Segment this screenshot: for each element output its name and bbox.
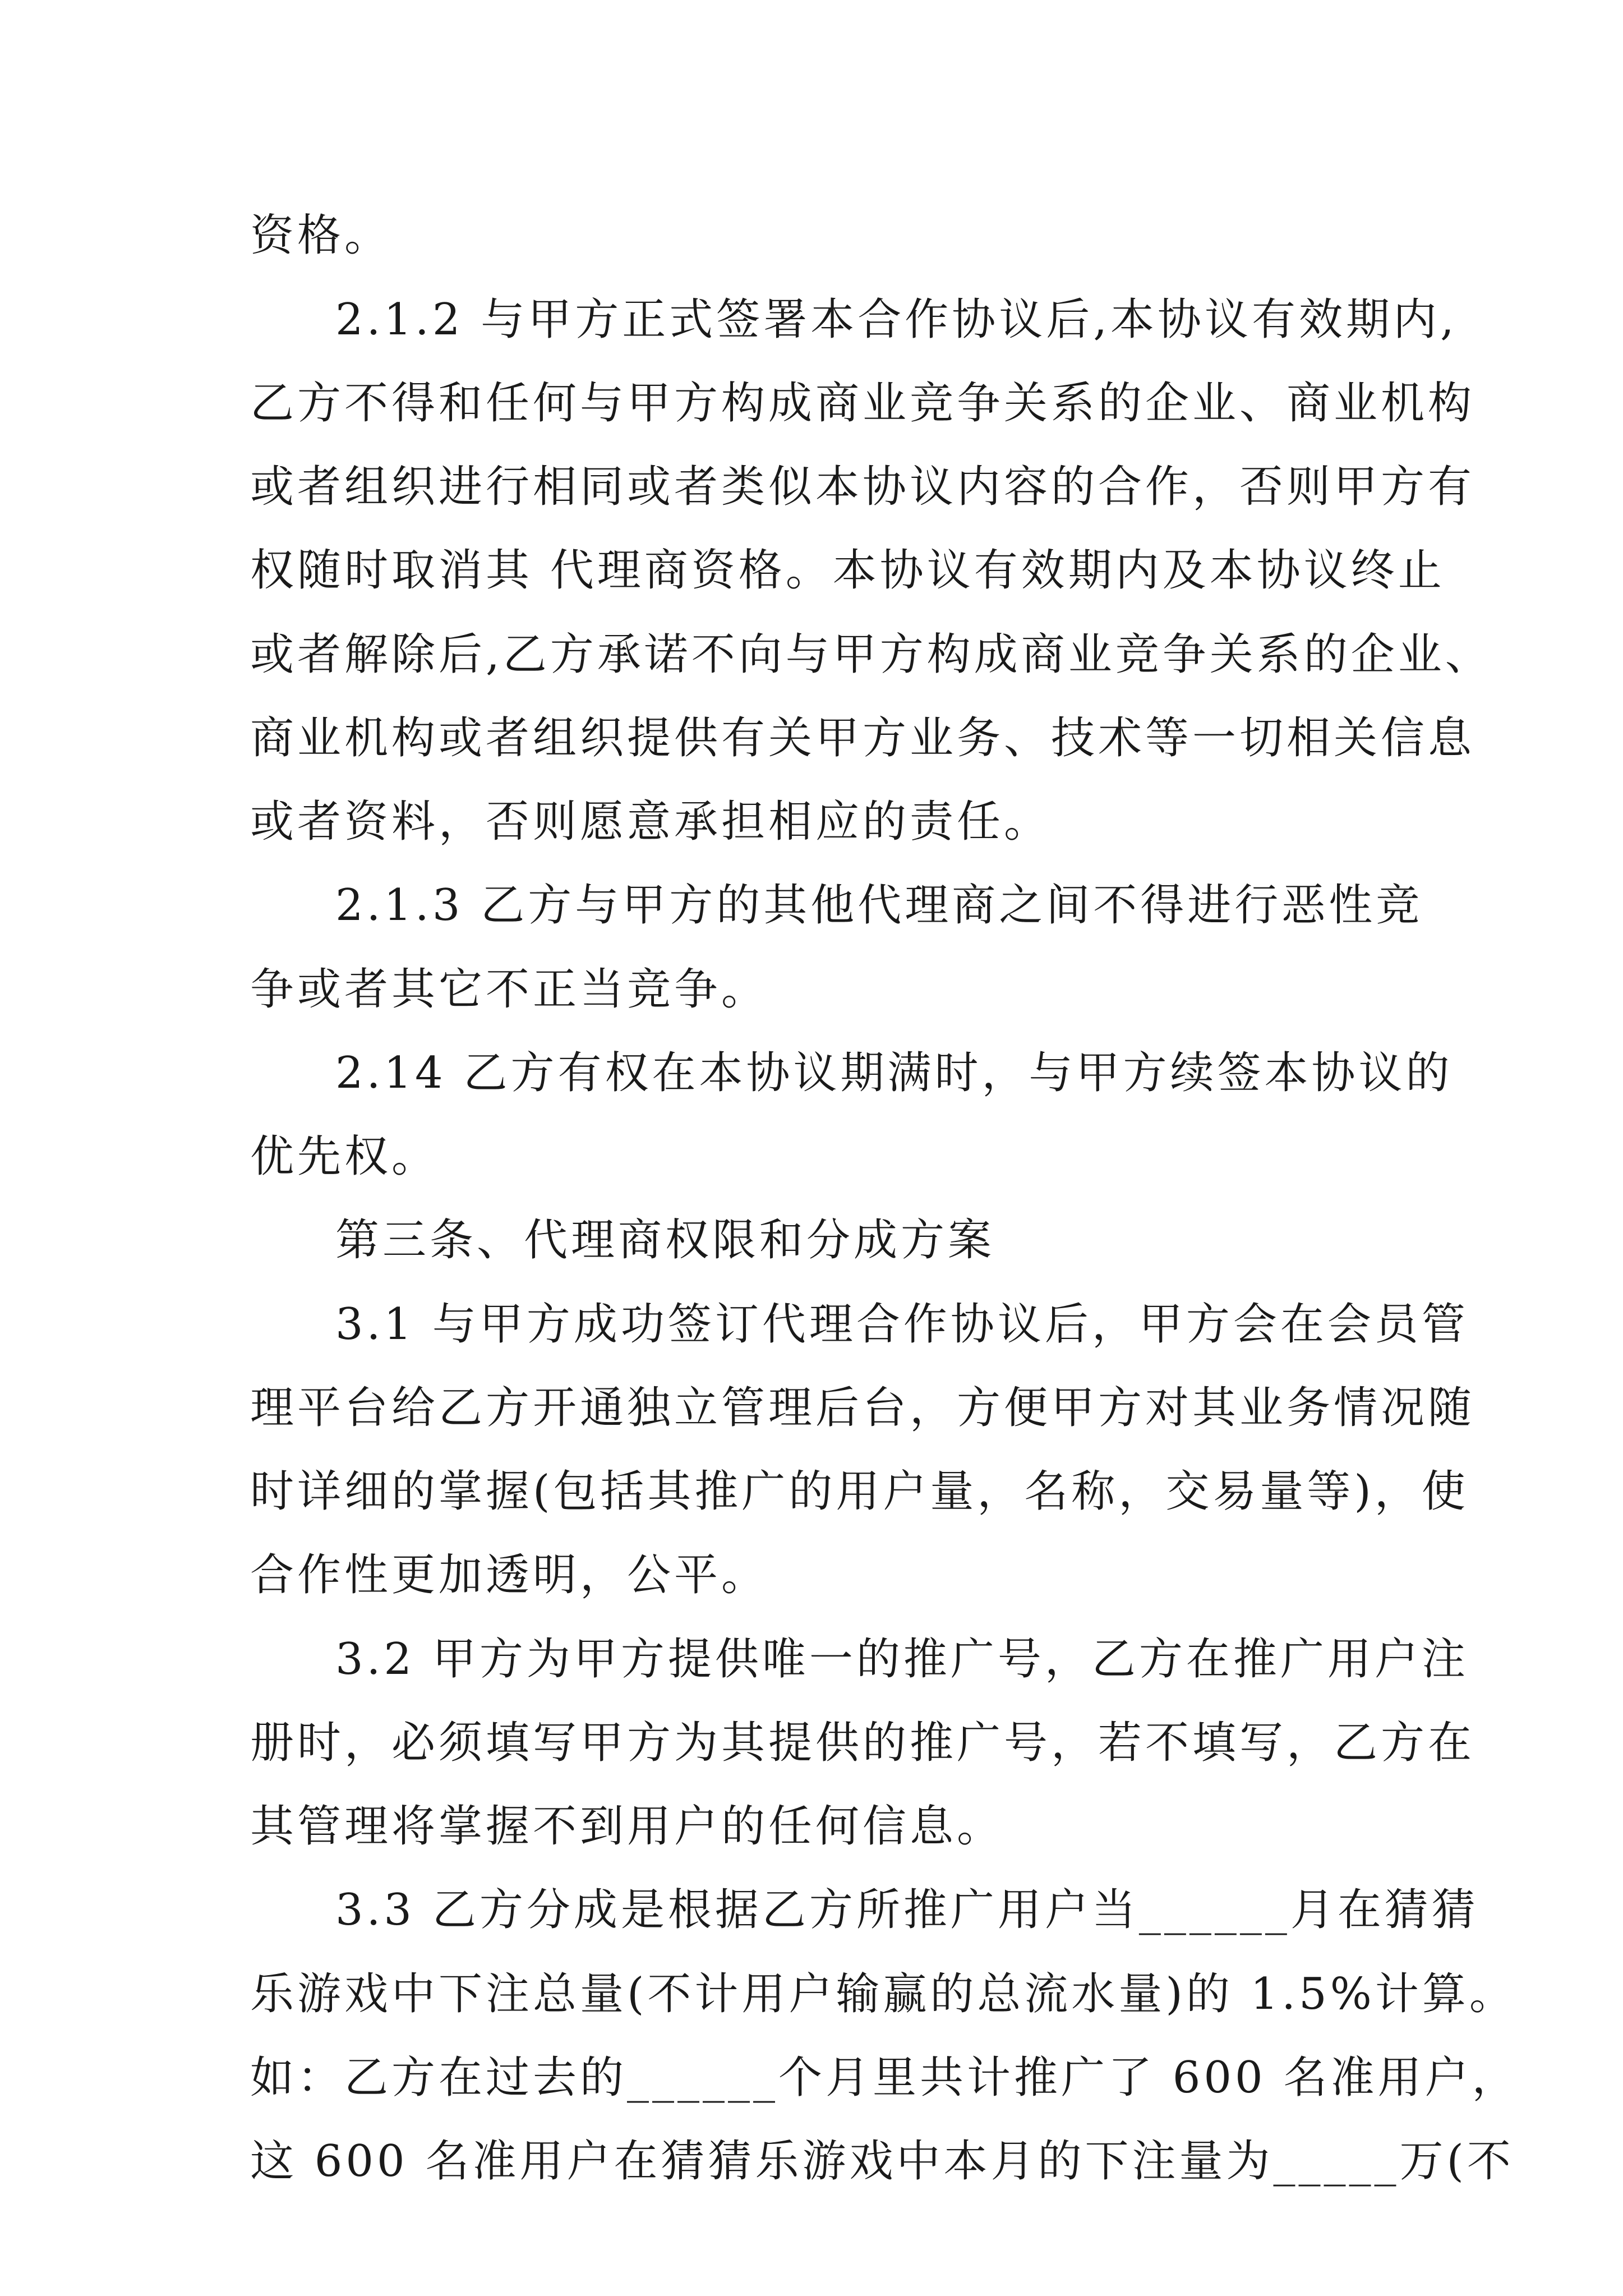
text-line: 2.1.3 乙方与甲方的其他代理商之间不得进行恶性竞: [335, 880, 1423, 931]
text-line: 如：乙方在过去的______个月里共计推广了 600 名准用户，: [250, 2053, 1519, 2103]
text-line: 3.3 乙方分成是根据乙方所推广用户当______月在猜猜: [335, 1885, 1479, 1935]
text-line: 乐游戏中下注总量(不计用户输赢的总流水量)的 1.5%计算。: [250, 1969, 1516, 2019]
text-line: 合作性更加透明，公平。: [250, 1550, 769, 1600]
text-line: 理平台给乙方开通独立管理后台，方便甲方对其业务情况随: [250, 1383, 1476, 1433]
text-line: 3.1 与甲方成功签订代理合作协议后，甲方会在会员管: [335, 1299, 1469, 1350]
text-line: 优先权。: [250, 1131, 439, 1182]
text-line: 资格。: [250, 210, 392, 261]
text-line: 或者组织进行相同或者类似本协议内容的合作，否则甲方有: [250, 462, 1476, 512]
text-line: 乙方不得和任何与甲方构成商业竞争关系的企业、商业机构: [250, 378, 1476, 429]
text-line: 3.2 甲方为甲方提供唯一的推广号，乙方在推广用户注: [335, 1634, 1469, 1685]
text-line: 这 600 名准用户在猜猜乐游戏中本月的下注量为_____万(不: [250, 2136, 1514, 2187]
text-line: 册时，必须填写甲方为其提供的推广号，若不填写，乙方在: [250, 1718, 1476, 1768]
text-line: 商业机构或者组织提供有关甲方业务、技术等一切相关信息: [250, 713, 1476, 763]
text-line: 其管理将掌握不到用户的任何信息。: [250, 1801, 1004, 1852]
text-line: 或者解除后,乙方承诺不向与甲方构成商业竞争关系的企业、: [250, 629, 1492, 680]
text-line: 争或者其它不正当竞争。: [250, 964, 769, 1015]
text-line: 或者资料，否则愿意承担相应的责任。: [250, 797, 1052, 847]
text-line: 2.1.2 与甲方正式签署本合作协议后,本协议有效期内,: [335, 295, 1458, 345]
text-line: 2.14 乙方有权在本协议期满时，与甲方续签本协议的: [335, 1048, 1453, 1098]
section-heading: 第三条、代理商权限和分成方案: [335, 1215, 995, 1266]
text-line: 时详细的掌握(包括其推广的用户量，名称，交易量等)，使: [250, 1466, 1469, 1517]
text-line: 权随时取消其 代理商资格。本协议有效期内及本协议终止: [250, 545, 1445, 596]
